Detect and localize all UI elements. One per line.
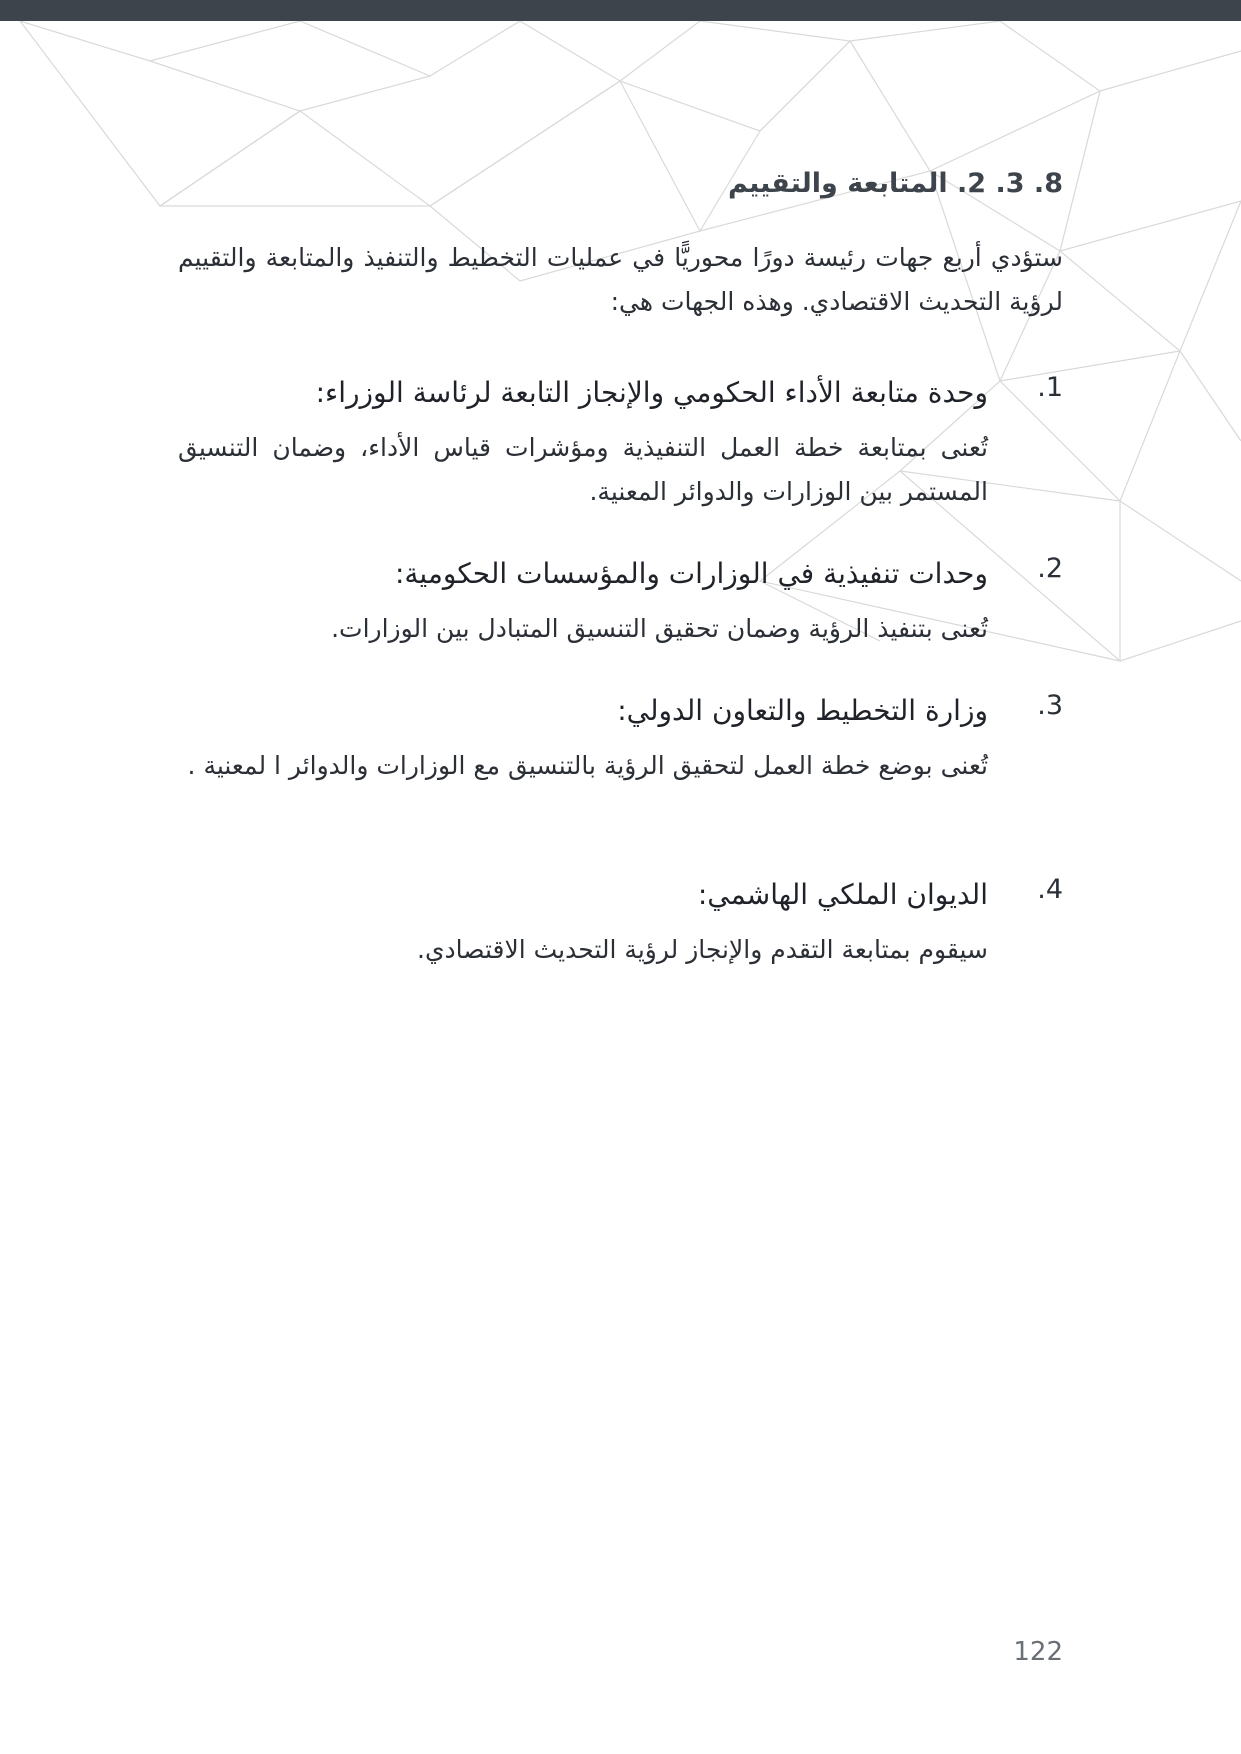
item-description: تُعنى بتنفيذ الرؤية وضمان تحقيق التنسيق المتبادل بين الوزارات. <box>331 614 988 643</box>
item-number: 1. <box>1037 372 1063 403</box>
list-item <box>178 874 1063 972</box>
page-number: 122 <box>1013 1637 1063 1667</box>
item-number: 2. <box>1037 553 1063 584</box>
item-title: وزارة التخطيط والتعاون الدولي: <box>617 694 988 727</box>
item-title: وحدة متابعة الأداء الحكومي والإنجاز التابعة لرئاسة الوزراء: <box>315 376 988 409</box>
intro-paragraph: ستؤدي أربع جهات رئيسة دورًا محوريًّا في عمليات التخطيط والتنفيذ والمتابعة والتقييم لرؤية التحديث الاقتصادي. وهذه الجهات هي: <box>178 243 1063 316</box>
item-number: 4. <box>1037 874 1063 905</box>
list-item <box>178 553 1063 651</box>
item-description: تُعنى بمتابعة خطة العمل التنفيذية ومؤشرات قياس الأداء، وضمان التنسيق المستمر بين الوزارات والدوائر المعنية. <box>178 433 988 506</box>
item-title: وحدات تنفيذية في الوزارات والمؤسسات الحكومية: <box>394 557 988 590</box>
list-item <box>178 372 1063 514</box>
item-title: الديوان الملكي الهاشمي: <box>697 878 988 911</box>
list-item <box>178 690 1063 788</box>
item-description: سيقوم بمتابعة التقدم والإنجاز لرؤية التحديث الاقتصادي. <box>417 935 988 964</box>
section-heading: 8. 3. 2. المتابعة والتقييم <box>727 168 1063 199</box>
top-bar <box>0 0 1241 21</box>
item-number: 3. <box>1037 690 1063 721</box>
item-description: تُعنى بوضع خطة العمل لتحقيق الرؤية بالتنسيق مع الوزارات والدوائر ا لمعنية . <box>187 751 988 780</box>
